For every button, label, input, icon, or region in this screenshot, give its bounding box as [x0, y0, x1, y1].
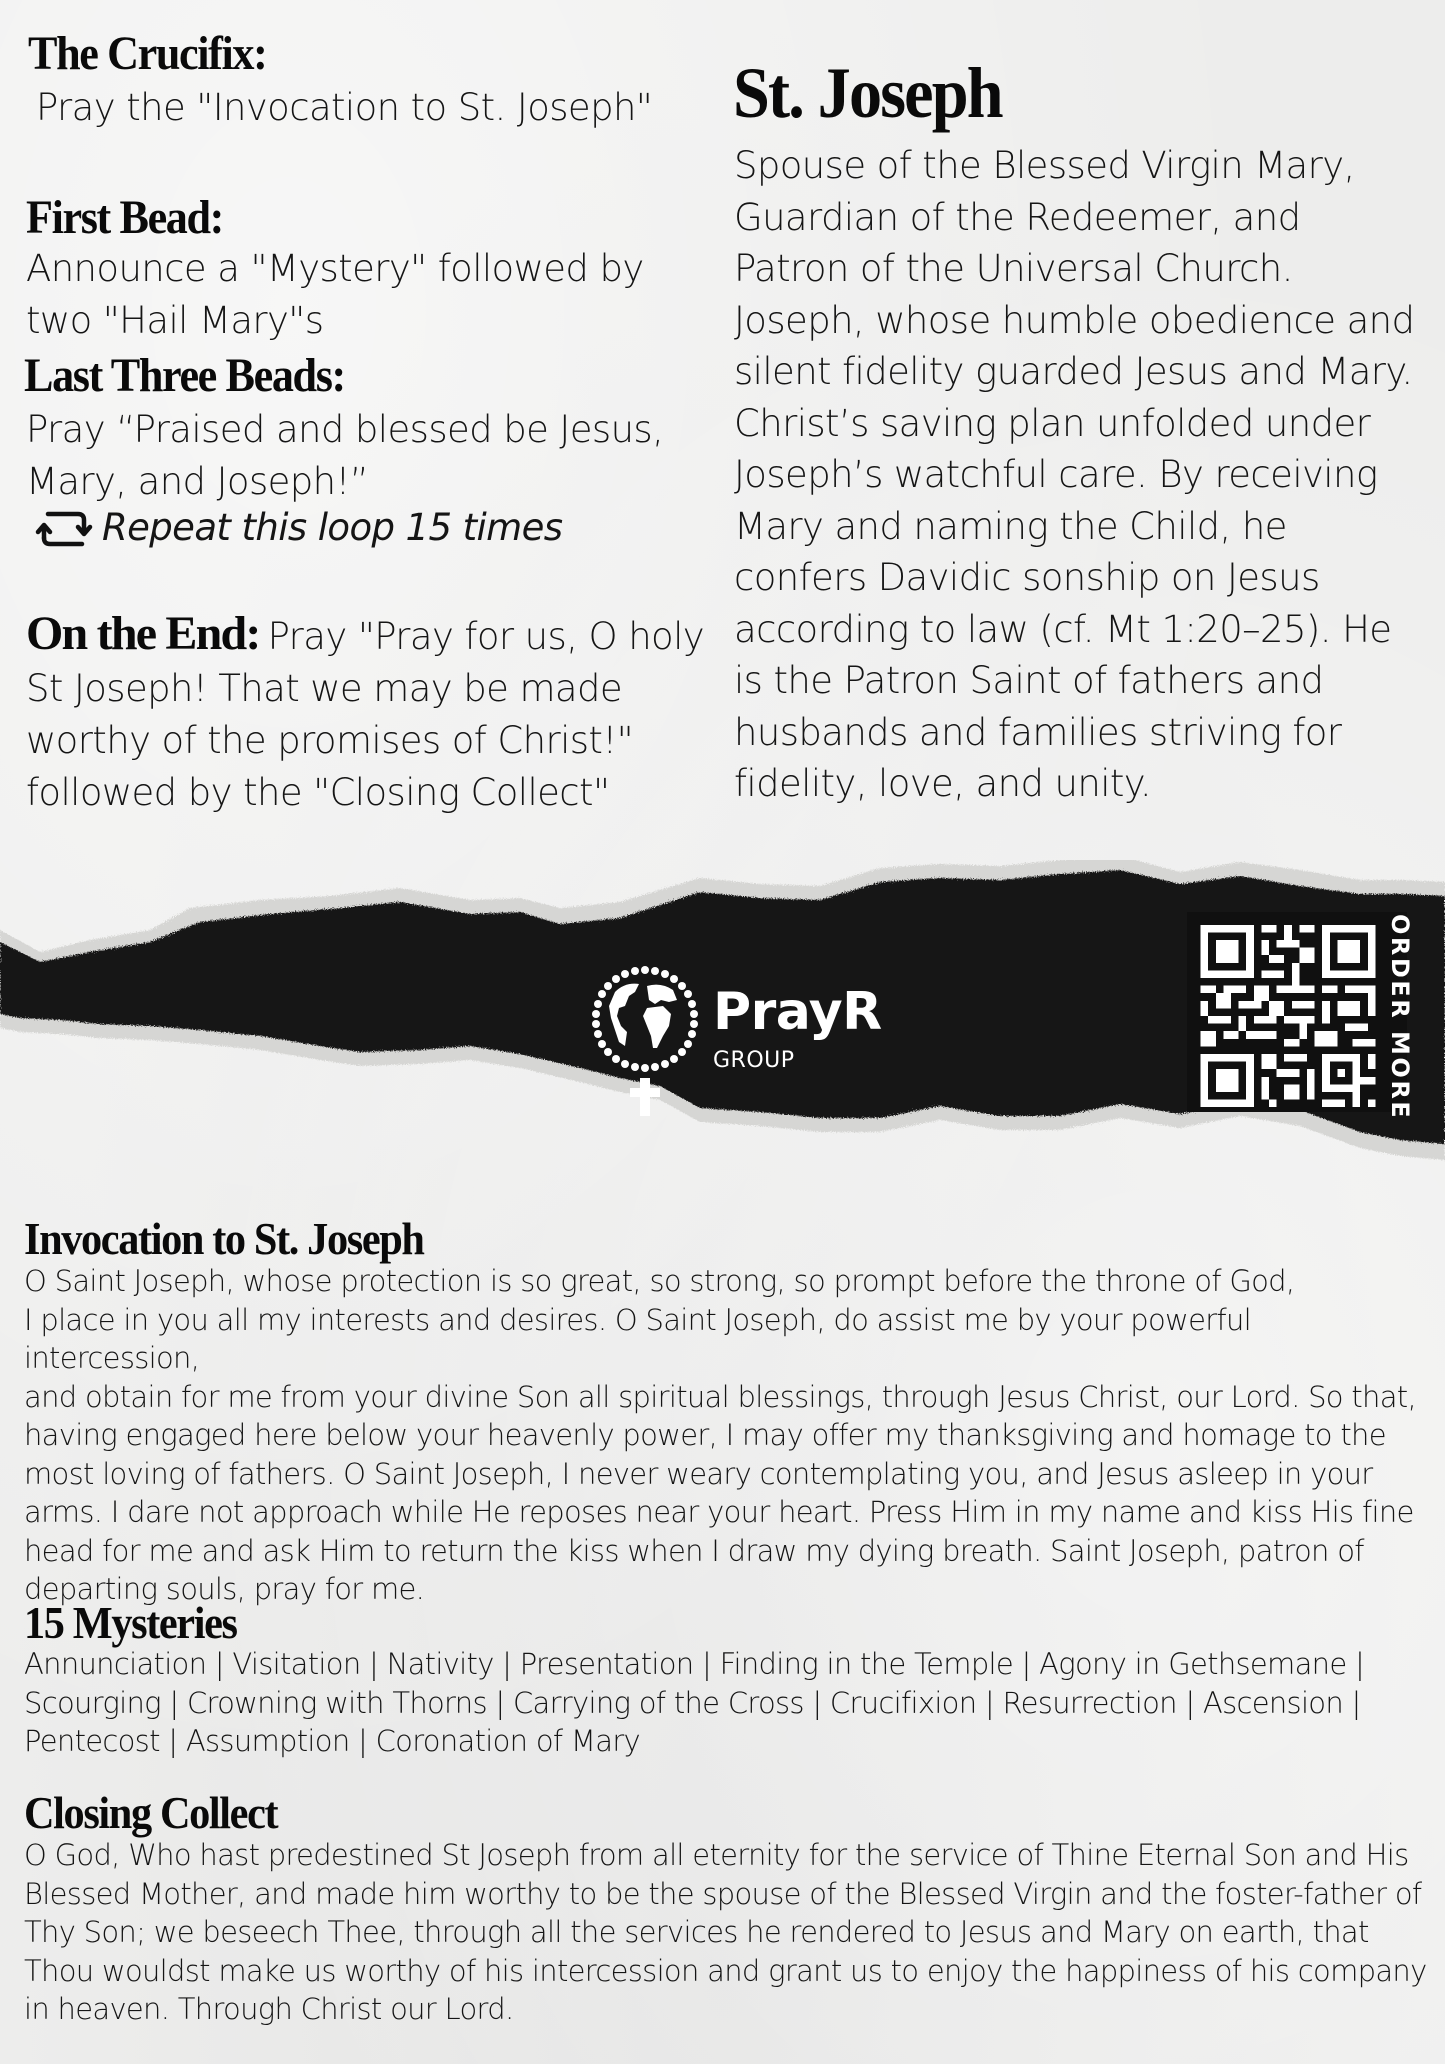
rosary-globe-cross-icon: [585, 960, 705, 1120]
text-line: head for me and ask Him to return the kiss when I draw my dying breath. Saint Joseph, patron of: [24, 1533, 1364, 1568]
mysteries-line: Pentecost | Assumption | Coronation of Mary: [24, 1724, 640, 1758]
last-three-beads-heading: Last Three Beads:: [24, 349, 345, 402]
text-line: arms. I dare not approach while He reposes near your heart. Press Him in my name and kiss His fine: [24, 1495, 1414, 1529]
order-more-label[interactable]: ORDER MORE: [1386, 914, 1414, 1121]
text-line: O Saint Joseph, whose protection is so great, so strong, so prompt before the throne of God,: [24, 1264, 1295, 1298]
on-the-end-heading: On the End:: [26, 607, 260, 660]
text-line: having engaged here below your heavenly power, I may offer my thanksgiving and homage to the: [24, 1418, 1386, 1452]
crucifix-heading: The Crucifix:: [28, 27, 267, 80]
repeat-text: Repeat this loop 15 times: [102, 506, 563, 549]
text-line: Blessed Mother, and made him worthy to be the spouse of the Blessed Virgin and the foster-father of: [24, 1876, 1422, 1911]
st-joseph-description: Spouse of the Blessed Virgin Mary, Guardian of the Redeemer, and Patron of the Universal Church. Joseph, whose humble obedience and silent fidelity guarded Jesus and Mary. Christ’s saving plan unfolded under Joseph’s watchful care. By receiving Mary and naming the Child, he confers Davidic sonship on Jesus according to law (cf. Mt 1:20–25). He is the Patron Saint of fathers and husbands and families striving for fidelity, love, and unity.: [734, 144, 1415, 805]
first-bead-instruction: Announce a "Mystery" followed by two "Hail Mary"s: [26, 247, 644, 342]
text-line: in heaven. Through Christ our Lord.: [24, 1992, 514, 2026]
text-line: O God, Who hast predestined St Joseph from all eternity for the service of Thine Eternal Son and His: [24, 1838, 1409, 1872]
repeat-note: [32, 506, 562, 549]
qr-code-icon: [1193, 916, 1383, 1116]
text-line: Thou wouldst make us worthy of his intercession and grant us to enjoy the happiness of his company: [24, 1953, 1427, 1988]
on-the-end-block: [26, 608, 706, 819]
prayr-group-logo: [585, 960, 885, 1120]
last-three-beads-instruction: Pray “Praised and blessed be Jesus, Mary, and Joseph!”: [26, 408, 664, 503]
text-line: and obtain for me from your divine Son all spiritual blessings, through Jesus Christ, our Lord. So that,: [24, 1379, 1416, 1414]
mysteries-heading: 15 Mysteries: [24, 1597, 237, 1648]
invocation-heading: Invocation to St. Joseph: [24, 1213, 424, 1264]
text-line: I place in you all my interests and desires. O Saint Joseph, do assist me by your powerful intercession,: [24, 1302, 1251, 1375]
text-line: most loving of fathers. O Saint Joseph, I never weary contemplating you, and Jesus asleep in your: [24, 1456, 1373, 1491]
mysteries-line: Annunciation | Visitation | Nativity | Presentation | Finding in the Temple | Agony in Gethsemane |: [24, 1647, 1365, 1681]
mysteries-list: [24, 1645, 1434, 1761]
text-line: Thy Son; we beseech Thee, through all the services he rendered to Jesus and Mary on earth, that: [24, 1915, 1369, 1949]
closing-collect-text: [24, 1836, 1434, 2029]
invocation-text: [24, 1262, 1434, 1609]
st-joseph-title: St. Joseph: [733, 53, 1002, 133]
mysteries-line: Scourging | Crowning with Thorns | Carrying of the Cross | Crucifixion | Resurrection | Ascension |: [24, 1685, 1361, 1720]
first-bead-heading: First Bead:: [26, 191, 223, 244]
brand-name: PrayR: [713, 982, 882, 1042]
crucifix-instruction: Pray the "Invocation to St. Joseph": [36, 86, 653, 129]
brand-subtitle: GROUP: [713, 1048, 795, 1073]
closing-collect-heading: Closing Collect: [24, 1787, 278, 1838]
repeat-loop-icon: [32, 508, 98, 548]
on-the-end-instruction: Pray "Pray for us, O holy St Joseph! That we may be made worthy of the promises of Christ!" followed by the "Closing Collect": [26, 615, 705, 814]
text-line: departing souls, pray for me.: [24, 1572, 425, 1606]
